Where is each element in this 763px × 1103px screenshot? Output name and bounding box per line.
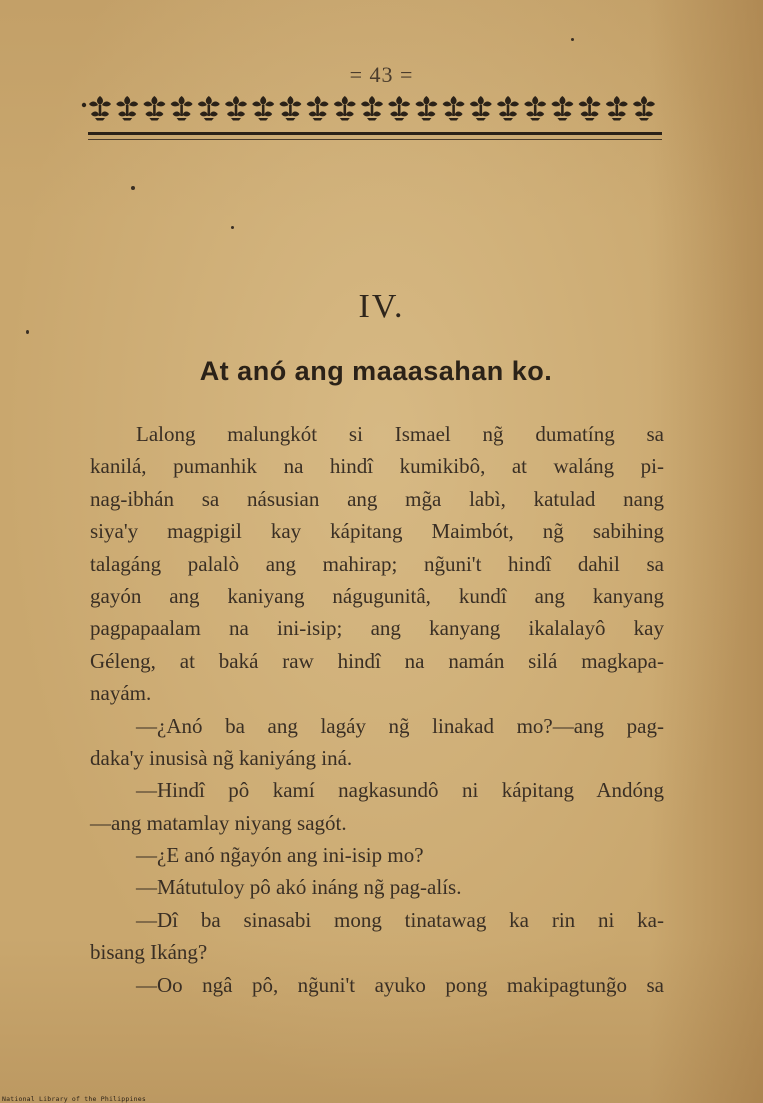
fleuron-icon bbox=[497, 96, 519, 121]
fleuron-icon bbox=[143, 96, 165, 121]
chapter-numeral: IV. bbox=[358, 288, 405, 325]
ornament-border bbox=[80, 93, 666, 123]
fleuron-icon bbox=[388, 96, 410, 121]
paper-speck bbox=[571, 38, 574, 41]
fleuron-icon bbox=[116, 96, 138, 121]
text-line: —Dî ba sinasabi mong tinatawag ka rin ni ka- bbox=[136, 907, 664, 932]
paper-speck bbox=[131, 186, 135, 190]
fleuron-icon bbox=[279, 96, 301, 121]
fleuron-icon bbox=[89, 96, 111, 121]
text-line: Lalong malungkót si Ismael ng̃ dumatíng sa bbox=[136, 422, 664, 446]
paper-speck bbox=[231, 226, 234, 229]
text-line: daka'y inusisà ng̃ kaniyáng iná. bbox=[90, 745, 353, 770]
text-line: pagpapaalam na ini-isip; ang kanyang ikalalayô kay bbox=[90, 616, 664, 641]
text-line: —Oo ngâ pô, ng̃uni't ayuko pong makipagtung̃o sa bbox=[136, 972, 664, 997]
fleuron-icon bbox=[633, 96, 655, 121]
text-line: —Mátutuloy pô akó ináng ng̃ pag-alís. bbox=[136, 875, 462, 900]
text-line: bisang Ikáng? bbox=[90, 940, 208, 965]
fleuron-icon bbox=[198, 96, 220, 121]
fleuron-icon bbox=[225, 96, 247, 121]
text-line: siya'y magpigil kay kápitang Maimbót, ng̃ sabihing bbox=[90, 519, 664, 544]
text-line: nag-ibhán sa násusian ang mg̃a labì, katulad nang bbox=[90, 486, 664, 511]
header-rule-thin bbox=[88, 139, 662, 140]
fleuron-icon bbox=[579, 96, 601, 121]
body-text bbox=[90, 418, 664, 1001]
paper-speck bbox=[26, 330, 29, 334]
fleuron-icon bbox=[171, 96, 193, 121]
fleuron-icon bbox=[307, 96, 329, 121]
text-line: talagáng palalò ang mahirap; ng̃uni't hindî dahil sa bbox=[90, 551, 664, 576]
text-line: kanilá, pumanhik na hindî kumikibô, at waláng pi- bbox=[90, 454, 664, 479]
text-line: —¿E anó ng̃ayón ang ini-isip mo? bbox=[136, 843, 424, 868]
text-line: Géleng, at baká raw hindî na namán silá magkapa- bbox=[90, 648, 664, 673]
ornament-dot-icon bbox=[82, 103, 86, 107]
fleuron-icon bbox=[415, 96, 437, 121]
text-line: —ang matamlay niyang sagót. bbox=[90, 810, 347, 835]
fleuron-icon bbox=[524, 96, 546, 121]
fleuron-icon bbox=[361, 96, 383, 121]
fleuron-icon bbox=[443, 96, 465, 121]
fleuron-icon bbox=[551, 96, 573, 121]
fleuron-icon bbox=[606, 96, 628, 121]
header-rule-thick bbox=[88, 132, 662, 135]
fleuron-icon bbox=[252, 96, 274, 121]
footer-credit: National Library of the Philippines bbox=[2, 1095, 146, 1103]
text-line: nayám. bbox=[90, 681, 152, 706]
fleuron-icon bbox=[470, 96, 492, 121]
page-number: = 43 = bbox=[349, 62, 414, 87]
chapter-title: At anó ang maaasahan ko. bbox=[199, 356, 553, 386]
fleuron-icon-row bbox=[80, 93, 666, 123]
fleuron-icon bbox=[334, 96, 356, 121]
text-line: —¿Anó ba ang lagáy ng̃ linakad mo?—ang pag- bbox=[136, 713, 664, 738]
text-line: gayón ang kaniyang nágugunitâ, kundî ang kanyang bbox=[90, 583, 664, 608]
text-line: —Hindî pô kamí nagkasundô ni kápitang Andóng bbox=[136, 778, 664, 803]
